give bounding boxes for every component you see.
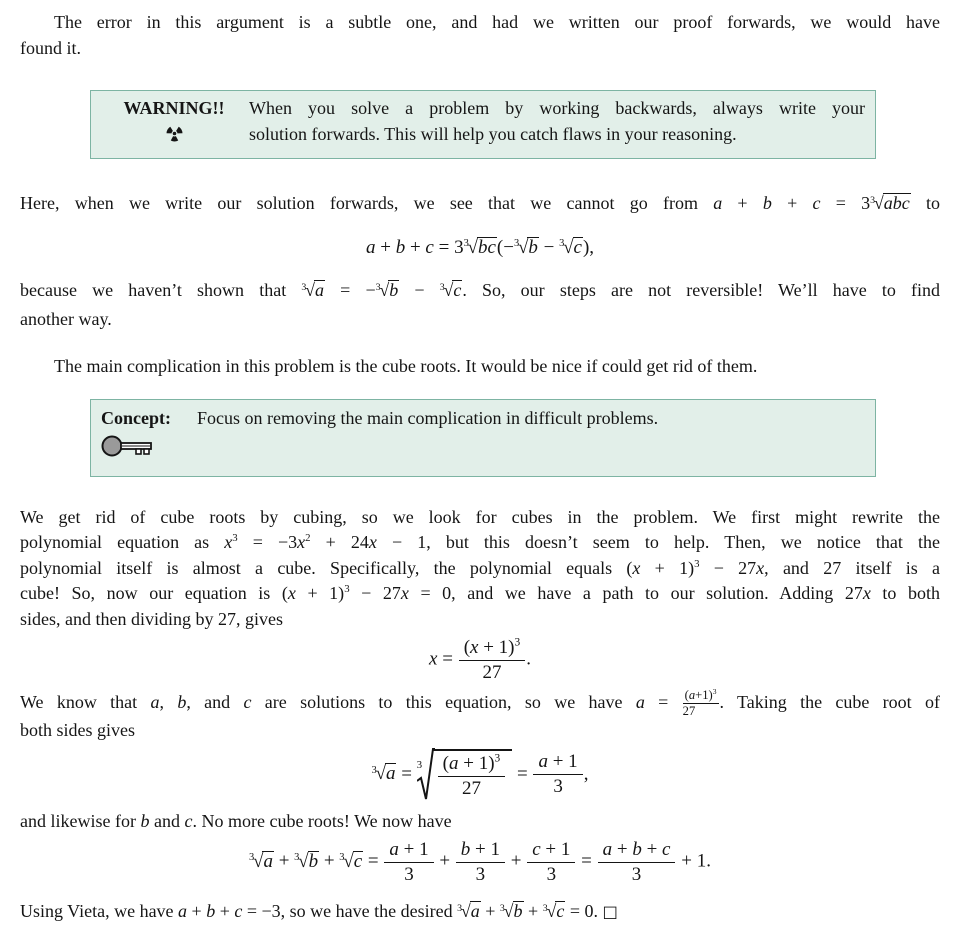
warning-box-left	[99, 96, 249, 151]
radiation-icon	[99, 123, 249, 152]
paragraph-cubing	[20, 505, 940, 633]
text-line: polynomial itself is almost a cube. Specifically, the polynomial equals $(x + 1)^3 - 27x$, and 27 itself is a	[20, 557, 940, 578]
key-icon	[101, 432, 197, 468]
paragraph-conclusion	[20, 899, 940, 928]
warning-text	[249, 96, 865, 151]
equation-x-fraction: x = $\frac{(x + 1)^3}{27}$ .	[429, 636, 531, 683]
concept-box-left	[101, 406, 197, 468]
equation-sum-of-roots: $^3$√a + $^3$√b + $^3$√c = $\frac{a + 1}{3}$ + $\frac{b + 1}{3}$ + $\frac{c + 1}{3}$ = $\frac{a + b + c}{3}$ + 1.	[249, 839, 711, 885]
text-line: solution forwards. This will help you catch flaws in your reasoning.	[249, 123, 737, 144]
text-line: and likewise for b and c. No more cube roots! We now have	[20, 810, 452, 831]
concept-text	[197, 406, 865, 468]
text-line: Focus on removing the main complication in difficult problems.	[197, 407, 659, 428]
text-line: Using Vieta, we have a + b + c = −3, so we have the desired $^3$√a + $^3$√b + $^3$√c = 0. □	[20, 900, 618, 921]
warning-label: WARNING!!	[123, 98, 225, 118]
text-line: The error in this argument is a subtle one, and had we written our proof forwards, we would have	[54, 12, 940, 32]
paragraph-main-complication	[20, 354, 940, 380]
concept-box	[90, 399, 876, 477]
paragraph-not-reversible	[20, 278, 940, 332]
text-line: We get rid of cube roots by cubing, so we look for cubes in the problem. We first might rewrite the	[20, 506, 940, 527]
equation-cube-root-product: $a + b + c = 3^3√bc(-^3√b - ^3√c)$,	[365, 236, 595, 258]
text-line: We know that a, b, and c are solutions to this equation, so we have a = $\frac{(a+1)^3}{27}$ . Taking the cube root of	[20, 686, 940, 718]
paragraph-likewise	[20, 809, 940, 835]
text-line: sides, and then dividing by 27, gives	[20, 608, 283, 629]
equation-cube-root-of-fraction: $^3$√a = 3 $\frac{(a + 1)^3}{27}$ = $\frac{a + 1}{3}$ ,	[20, 747, 940, 803]
text-line: found it.	[20, 37, 81, 58]
paragraph-solution-forwards	[20, 191, 940, 220]
text-line: When you solve a problem by working backwards, always write your	[249, 98, 865, 118]
text-line: both sides gives	[20, 720, 135, 741]
text-line: The main complication in this problem is the cube roots. It would be nice if could get rid of them.	[54, 356, 758, 376]
text-line: cube! So, now our equation is $(x + 1)^3 - 27x = 0$, and we have a path to our solution. Adding 27x to both	[20, 583, 940, 603]
warning-box	[90, 90, 876, 159]
concept-label: Concept:	[101, 407, 171, 428]
text-line: because we haven’t shown that $^3$√a = −$^3$√b − $^3$√c. So, our steps are not reversible! We’ll have to find	[20, 280, 940, 300]
text-line: another way.	[20, 308, 112, 329]
text-line: polynomial equation as $x^3 = -3x^2 + 24x - 1$, but this doesn’t seem to help. Then, we notice that the	[20, 532, 941, 552]
paragraph-solutions	[20, 686, 940, 744]
text-line: Here, when we write our solution forwards, we see that we cannot go from $a + b + c = 3^3√abc$ to	[20, 193, 940, 213]
paragraph-intro	[20, 10, 940, 61]
